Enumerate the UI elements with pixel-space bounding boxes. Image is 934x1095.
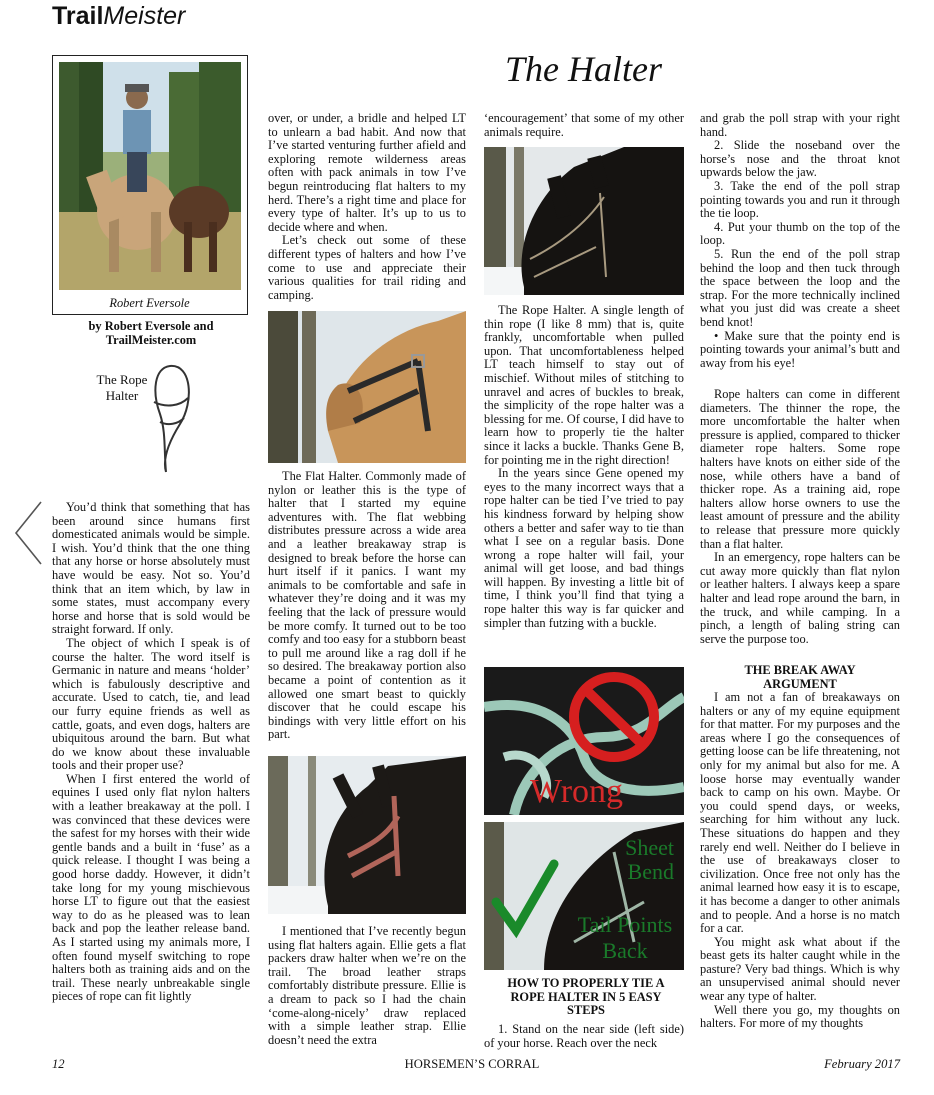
draw-halter-photo bbox=[268, 756, 466, 914]
paragraph: I mentioned that I’ve recently begun using flat halters again. Ellie gets a flat packers draw halter when we’re on the trail. The broad leather straps comfortably distribute pressure. Ellie is a dream to pack so I had the chain ‘come-along-nicely’ draw replaced with a simple leather strap. Ellie doesn’t need the extra bbox=[268, 924, 466, 1047]
break-away-heading: THE BREAK AWAY ARGUMENT bbox=[744, 663, 856, 691]
paragraph: 4. Put your thumb on the top of the loop. bbox=[700, 219, 900, 248]
paragraph: over, or under, a bridle and helped LT to unlearn a bad habit. And now that I’ve started venturing further afield and exploring remote wilderness areas often with pack animals in tow I’ve begun reintroducing flat halters to my herd. There’s a right time and place for every type of halter. It’s up to us to decide where and when. bbox=[268, 111, 466, 234]
paragraph: 3. Take the end of the poll strap pointing towards you and run it through the tie loop. bbox=[700, 178, 900, 221]
how-to-step-1 bbox=[484, 1023, 684, 1050]
paragraph: In the years since Gene opened my eyes to the many incorrect ways that a rope halter can be tied I’ve tried to pay his kindness forward by helping show others a better and safer way to tie than what I see on a regular basis. Done wrong a rope halter will fail, your animal will get loose, and bad things will happen. By investing a little bit of time, I think you’ll find that tying a rope halter this way is far quicker and simpler than futzing with a buckle. bbox=[484, 466, 684, 630]
paragraph: Well there you go, my thoughts on halters. For more of my thoughts bbox=[700, 1002, 900, 1031]
paragraph: I am not a fan of breakaways on halters or any of my equine equipment for that matter. For my purposes and the areas where I go the consequences of getting loose can be life threatening, not only for my animal but also for me. A loose horse may eventually wander back to camp on his own. Maybe. Or you could spend days, or weeks, searching for him without any luck. These situations do happen and they rarely end well. Neither do I believe in the use of breakaways closer to civilization. Once free not only has the animal learned how easy it is to escape, it has become a danger to other animals and to people. And a horse is no match for a car. bbox=[700, 690, 900, 936]
paragraph: You might ask what about if the beast gets its halter caught while in the pasture? Very bad things. Which is why an unsupervised animal should never wear any type of halter. bbox=[700, 934, 900, 1004]
rope-halter-photo bbox=[484, 147, 684, 295]
sheet-bend-label bbox=[594, 836, 674, 884]
column-3-top bbox=[484, 112, 684, 139]
paragraph: 5. Run the end of the poll strap behind the loop and then tuck through the space between the loop and the strap. For the more technically inclined what you just did was create a sheet bend knot! bbox=[700, 246, 900, 329]
paragraph: The object of which I speak is of course the halter. The word itself is Germanic in nature and means ‘holder’ which is fabulously descriptive and accurate. Used to catch, tie, and lead our furry equine friends as well as cattle, goats, and even dogs, halters are ubiquitous around the barn. But what do we know about these invaluable tools and their proper use? bbox=[52, 635, 250, 773]
sheet-bend-text: Sheet Bend bbox=[625, 835, 674, 884]
column-1-body bbox=[52, 501, 250, 1004]
byline: by Robert Eversole and TrailMeister.com bbox=[88, 319, 214, 347]
column-2-middle bbox=[268, 470, 466, 742]
paragraph: Rope halters can come in different diameters. The thinner the rope, the more uncomfortable the halter when pressure is applied, compared to thicker diameter rope halters. Some rope halters have knots on either side of the nose, while others have a band of thicker rope. As a training aid, rope halters allow horse owners to use the least amount of pressure and the ability to release that pressure more quickly than a flat halter. bbox=[700, 387, 900, 551]
author-photo-caption: Robert Eversole bbox=[109, 296, 190, 310]
article-title: The Halter bbox=[505, 49, 662, 89]
paragraph: ‘encouragement’ that some of my other animals require. bbox=[484, 111, 684, 139]
paragraph: The Rope Halter. A single length of thin rope (I like 8 mm) that is, quite frankly, uncomfortable when pulled upon. That uncomfortableness helped LT teach himself to stay out of mischief. Without miles of stitching to unravel and acres of buckles to break, the simplicity of the rope halter was a blessing for me. Of course, I did have to learn how to properly tie the halter since it lacks a buckle. Thanks Gene B, for pointing me in the right direction! bbox=[484, 303, 684, 467]
paragraph: You’d think that something that has been around since humans first domesticated animals would be simple. I wish. You’d think that the one thing that any horse or horse absolutely must have would be easy. Not so. You’d think that an item which, by law in some states, must accompany every horse and horse that is sold would be straight forward. If only. bbox=[52, 500, 250, 637]
paragraph: Let’s check out some of these different types of halters and how I’ve come to use and appreciate their various qualities for trail riding and camping. bbox=[268, 233, 466, 302]
column-4-middle bbox=[700, 388, 900, 646]
rope-halter-illustration bbox=[90, 362, 200, 477]
paragraph: and grab the poll strap with your right hand. bbox=[700, 111, 900, 139]
flat-halter-photo bbox=[268, 311, 466, 463]
column-3-body bbox=[484, 304, 684, 630]
tail-points-label bbox=[566, 912, 684, 964]
page-number: 12 bbox=[52, 1057, 65, 1071]
column-2-bottom bbox=[268, 925, 466, 1047]
how-to-heading: HOW TO PROPERLY TIE A ROPE HALTER IN 5 EASY STEPS bbox=[507, 976, 665, 1018]
publication-name: HORSEMEN’S CORRAL bbox=[404, 1057, 540, 1071]
author-photo-box bbox=[52, 55, 248, 315]
back-text: Back bbox=[602, 938, 648, 963]
wrong-knot-photo bbox=[484, 667, 684, 815]
rope-halter-label: The Rope Halter bbox=[96, 372, 148, 403]
column-4-steps bbox=[700, 112, 900, 370]
paragraph: In an emergency, rope halters can be cut away more quickly than flat nylon or leather halters. I always keep a spare halter and lead rope around the barn, in the truck, and while camping. In a pinch, a length of baling string can serve the purpose too. bbox=[700, 550, 900, 646]
paragraph: • Make sure that the pointy end is pointing towards your animal’s butt and away from his eye! bbox=[700, 328, 900, 370]
correct-knot-photo bbox=[484, 822, 684, 970]
issue-date: February 2017 bbox=[824, 1057, 900, 1071]
rope-halter-icon bbox=[140, 362, 200, 477]
previous-page-arrow-icon[interactable] bbox=[13, 500, 43, 566]
paragraph: The Flat Halter. Commonly made of nylon or leather this is the type of halter that I started my equine adventures with. The flat webbing distributes pressure across a wide area and a leather breakaway strap is designed to break before the horse can hurt itself if it panics. I want my animals to be comfortable and safe in whatever they’re doing and it was my feeling that the lack of pressure would be more comfy. It turned out to be too comfy and too easy for a stubborn beast to pull me around like a rag doll if he so desired. The breakaway portion also became a point of contention as it allowed one smart beast to quickly discover that he could escape his bindings with very little effort on his part. bbox=[268, 469, 466, 742]
author-photo bbox=[59, 62, 241, 290]
paragraph: When I first entered the world of equines I used only flat nylon halters with a leather breakaway at the poll. I was convinced that these devices were the safest for my horses with their wide gentle bands and a built in ‘fuse’ as a quick release. I thought I was being a good horse daddy. However, it didn’t take long for my young mischievous horse LT to figure out that the easiest way to do as he pleased was to lean back and pop the leather release band. As I started using my animals more, I often found myself switching to rope halters both as training aids and on the trail. These nearly unbreakable single pieces of rope can fit lightly bbox=[52, 771, 250, 1004]
tail-points-text: Tail Points bbox=[577, 912, 673, 937]
trailmeister-logo: TrailMeister bbox=[52, 2, 186, 30]
wrong-label: Wrong bbox=[530, 773, 624, 810]
paragraph: 2. Slide the noseband over the horse’s nose and the throat knot upwards below the jaw. bbox=[700, 138, 900, 180]
paragraph: 1. Stand on the near side (left side) of your horse. Reach over the neck bbox=[484, 1022, 684, 1050]
column-2-top bbox=[268, 112, 466, 302]
column-4-bottom bbox=[700, 691, 900, 1031]
